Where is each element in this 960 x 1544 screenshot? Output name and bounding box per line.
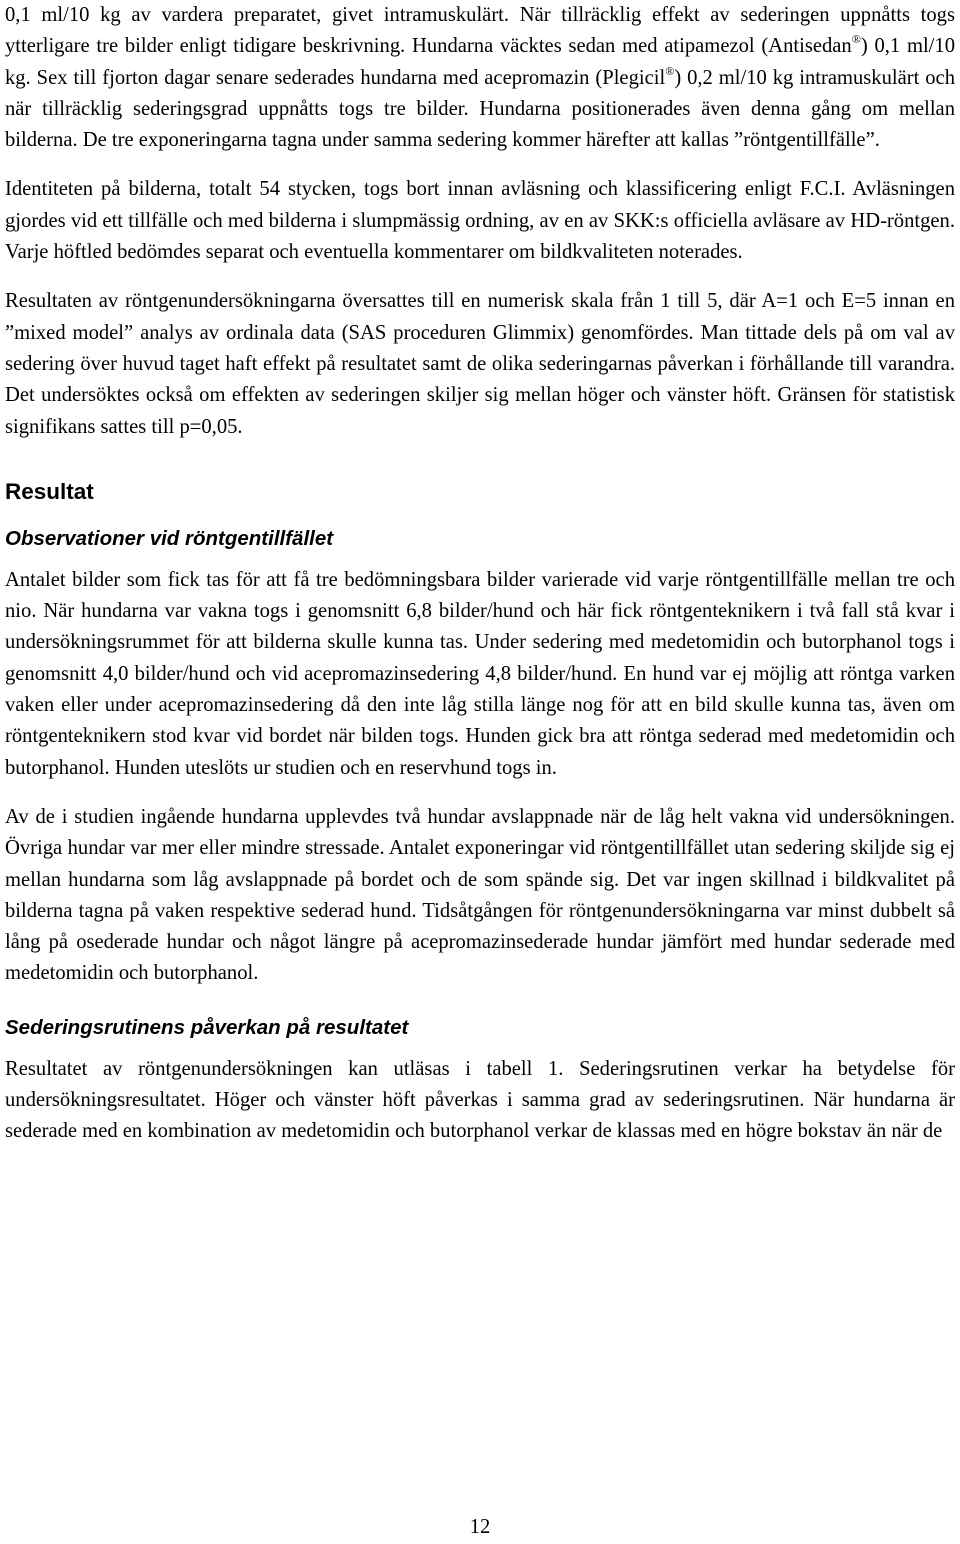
paragraph-text: 0,1 ml/10 kg av vardera preparatet, givet intramuskulärt. När tillräcklig effekt av sederingen uppnåtts togs ytterligare tre bilder enligt tidigare beskrivning. Hundarna väcktes sedan med atipamezol (Antisedan <box>5 4 955 58</box>
paragraph-sedation-effect: Resultatet av röntgenundersökningen kan utläsas i tabell 1. Sederingsrutinen verkar ha betydelse för undersökningsresultatet. Höger och vänster höft påverkas i samma grad av sederingsrutinen. När hundarna är sederade med en kombination av medetomidin och butorphanol verkar de klassas med en högre bokstav än när de <box>5 1057 955 1143</box>
paragraph-text: ) 0,1 ml/10 kg. Sex till fjorton dagar senare sederades hundarna med acepromazin (Plegicil <box>5 35 956 89</box>
paragraph-text: ) 0,2 ml/10 kg intramuskulärt och när tillräcklig sederingsgrad uppnåtts togs tre bilder. Hundarna positionerades även denna gång om mellan bilderna. De tre exponeringarna tagna under samma sedering kommer härefter att kallas ”röntgentillfälle”. <box>5 66 955 152</box>
paragraph-observations-images: Antalet bilder som fick tas för att få tre bedömningsbara bilder varierade vid varje röntgentillfälle mellan tre och nio. När hundarna var vakna togs i genomsnitt 6,8 bilder/hund och här fick röntgenteknikern i två fall stå kvar i undersökningsrummet för att bilderna skulle kunna tas. Under sedering med medetomidin och butorphanol togs i genomsnitt 4,0 bilder/hund och vid acepromazinsedering 4,8 bilder/hund. En hund var ej möjlig att röntga varken vaken eller under acepromazinsedering då den inte låg stilla länge nog för att en bild skulle kunna tas, även om röntgenteknikern stod kvar vid bordet när bilden togs. Hunden gick bra att röntga sederad med medetomidin och butorphanol. Hunden uteslöts ur studien och en reservhund togs in. <box>5 568 955 779</box>
subsection-heading-observations: Observationer vid röntgentillfället <box>5 526 334 550</box>
subsection-heading-sedation-effect: Sederingsrutinens påverkan på resultatet <box>5 1015 409 1039</box>
paragraph-image-reading: Identiteten på bilderna, totalt 54 stycken, togs bort innan avläsning och klassificering enligt F.C.I. Avläsningen gjordes vid ett tillfälle och med bilderna i slumpmässig ordning, av en av SKK:s officiella avläsare av HD-röntgen. Varje höftled bedömdes separat och eventuella kommentarer om bildkvaliteten noterades. <box>5 178 955 264</box>
paragraph-statistics: Resultaten av röntgenundersökningarna översattes till en numerisk skala från 1 till 5, där A=1 och E=5 innan en ”mixed model” analys av ordinala data (SAS proceduren Glimmix) genomfördes. Man tittade dels på om val av sedering över huvud taget haft effekt på resultatet samt de olika sederingarnas påverkan i förhållande till varandra. Det undersöktes också om effekten av sederingen skiljer sig mellan höger och vänster höft. Gränsen för statistisk signifikans sattes till p=0,05. <box>5 290 955 438</box>
page-number: 12 <box>469 1516 491 1538</box>
registered-mark: ® <box>665 63 675 78</box>
section-heading-resultat: Resultat <box>5 478 94 504</box>
registered-mark: ® <box>851 32 861 47</box>
document-page <box>5 0 955 1148</box>
paragraph-sedation-procedure <box>5 0 955 156</box>
paragraph-observations-stress: Av de i studien ingående hundarna upplevdes två hundar avslappnade när de låg helt vakna vid undersökningen. Övriga hundar var mer eller mindre stressade. Antalet exponeringar vid röntgentillfället utan sedering skiljde sig ej mellan hundarna som låg avslappnade på bordet och de som spände sig. Det var ingen skillnad i bildkvalitet på bilderna tagna på vaken respektive sederad hund. Tidsåtgången för röntgenundersökningarna var minst dubbelt så lång på osederade hundar och något längre på acepromazinsederade hundar jämfört med hundar sederade med medetomidin och butorphanol. <box>5 805 955 985</box>
